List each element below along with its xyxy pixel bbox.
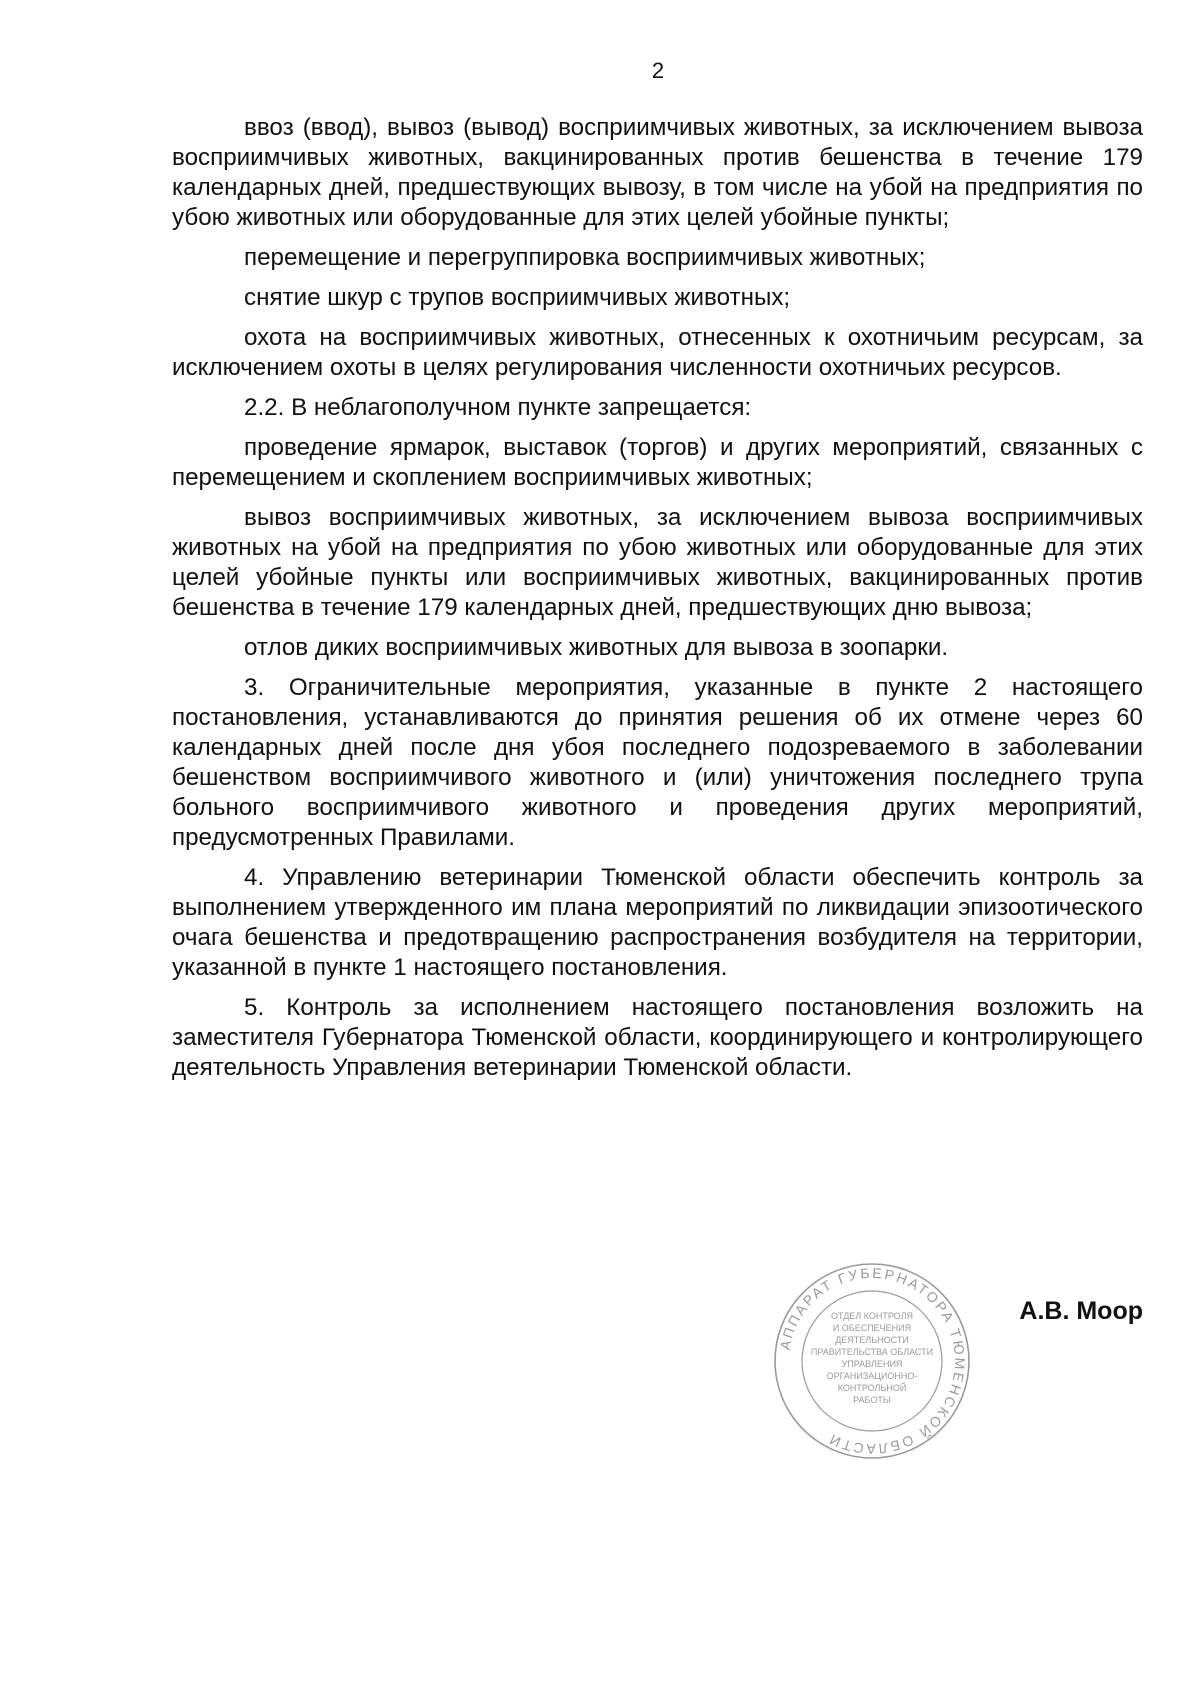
stamp-inner-text [811, 1311, 933, 1405]
stamp-line: ПРАВИТЕЛЬСТВА ОБЛАСТИ [810, 1347, 934, 1357]
stamp-line: КОНТРОЛЬНОЙ [837, 1383, 907, 1393]
paragraph: перемещение и перегруппировка восприимчивых животных; [244, 244, 926, 271]
paragraph: охота на восприимчивых животных, отнесенных к охотничьим ресурсам, за исключением охоты в целях регулирования численности охотничьих ресурсов. [172, 324, 1143, 381]
page-number: 2 [651, 58, 665, 83]
stamp-line: ОРГАНИЗАЦИОННО- [826, 1371, 918, 1381]
stamp-line: РАБОТЫ [853, 1395, 891, 1405]
stamp-line: УПРАВЛЕНИЯ [841, 1359, 903, 1369]
paragraph: вывоз восприимчивых животных, за исключением вывоза восприимчивых животных на убой на предприятия по убою животных или оборудованные для этих целей убойные пункты или восприимчивых животных, вакцинированных против бешенства в течение 179 календарных дней, предшествующих дню вывоза; [172, 504, 1143, 621]
paragraph: отлов диких восприимчивых животных для вывоза в зоопарки. [244, 634, 949, 661]
stamp-line: ДЕЯТЕЛЬНОСТИ [835, 1335, 909, 1345]
paragraph: проведение ярмарок, выставок (торгов) и других мероприятий, связанных с перемещением и скоплением восприимчивых животных; [172, 434, 1143, 491]
paragraph: снятие шкур с трупов восприимчивых животных; [244, 284, 791, 311]
stamp-outer-text-path: АППАРАТ ГУБЕРНАТОРА ТЮМЕНСКОЙ ОБЛАСТИ [776, 1264, 969, 1458]
stamp-line: И ОБЕСПЕЧЕНИЯ [832, 1323, 912, 1333]
document-body [172, 113, 1143, 1093]
paragraph: 4. Управлению ветеринарии Тюменской области обеспечить контроль за выполнением утвержденного им плана мероприятий по ликвидации эпизоотического очага бешенства и предотвращению распространения возбудителя на территории, указанной в пункте 1 настоящего постановления. [172, 864, 1143, 981]
paragraph: 5. Контроль за исполнением настоящего постановления возложить на заместителя Губернатора Тюменской области, координирующего и контролирующего деятельность Управления ветеринарии Тюменской области. [172, 994, 1143, 1081]
official-stamp [772, 1261, 972, 1461]
paragraph: ввоз (ввод), вывоз (вывод) восприимчивых животных, за исключением вывоза восприимчивых животных, вакцинированных против бешенства в течение 179 календарных дней, предшествующих вывозу, в том числе на убой на предприятия по убою животных или оборудованные для этих целей убойные пункты; [172, 114, 1143, 231]
stamp-line: ОТДЕЛ КОНТРОЛЯ [831, 1311, 913, 1321]
paragraph: 2.2. В неблагополучном пункте запрещается: [244, 394, 752, 421]
signatory-name: А.В. Моор [1019, 1297, 1143, 1325]
paragraph: 3. Ограничительные мероприятия, указанные в пункте 2 настоящего постановления, устанавливаются до принятия решения об их отмене через 60 календарных дней после дня убоя последнего подозреваемого в заболевании бешенством восприимчивого животного и (или) уничтожения последнего трупа больного восприимчивого животного и проведения других мероприятий, предусмотренных Правилами. [172, 674, 1143, 851]
